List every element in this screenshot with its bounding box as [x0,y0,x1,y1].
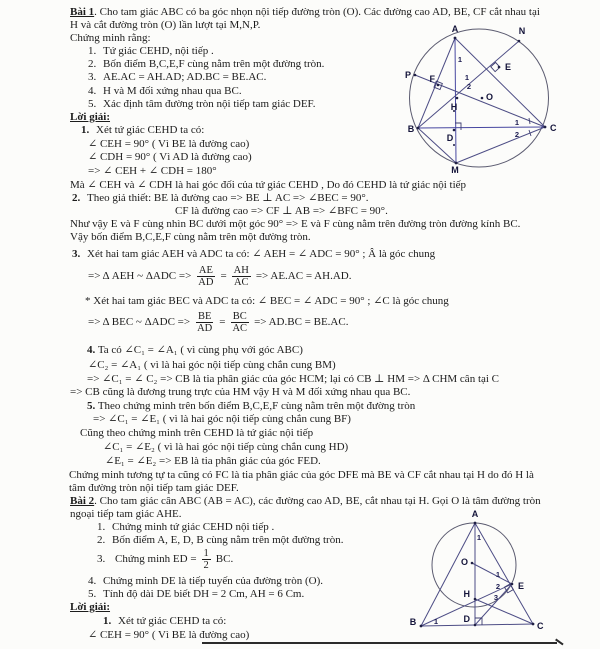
d2-point-B [420,625,423,628]
d1-point-M [455,162,458,165]
b2-item-4 [88,575,323,588]
d1-point-N [518,40,521,43]
d1-point-D [453,129,456,132]
frac2-fraction-b [230,311,249,334]
b2-item-3 [97,546,233,572]
b1-item-1-text: Tứ giác CEHD, nội tiếp . [103,45,214,57]
sol2-step1-text: Xét tứ giác CEHD ta có: [118,615,227,627]
sol2-step1-num: 1. [103,615,112,627]
d1-angle-e2: 2 [466,82,472,91]
b1-item-4 [88,85,242,98]
b1-item-3-num: 3. [88,71,97,83]
b2-intro-a: . Cho tam giác cân ABC (AB = AC), các đường cao AD, BE, cắt nhau tại H. Gọi O là tâm đường tròn [94,495,541,507]
d2-angle-a1: 1 [476,533,482,542]
b2-item-1 [97,521,274,534]
d1-label-M: M [451,165,459,175]
d1-angle-e1: 1 [464,73,470,82]
d1-label-N: N [518,26,526,36]
d1-label-E: E [505,62,512,72]
b2-item-3-pre: Chứng minh ED = [115,553,197,565]
b2-item-3-fraction [202,548,211,571]
d1-label-D: D [446,133,454,143]
d1-angle-c1: 1 [514,118,520,127]
d1-point-C [544,126,547,129]
sol1-s5d: ∠E₁ = ∠E₂ => EB là tia phân giác của góc FED. [105,455,321,467]
d1-angle-c2: 2 [514,130,520,139]
b2-item-1-num: 1. [97,521,106,533]
d1-label-O: O [486,92,494,102]
d1-label-P: P [404,70,411,80]
d2-label-C: C [537,621,544,631]
b1-intro-a: . Cho tam giác ABC có ba góc nhọn nội tiếp đường tròn (O). Các đường cao AD, BE, CF cắt nhau tại [94,6,540,18]
d1-side-AB [418,38,455,128]
frac1-fraction-b [232,265,251,288]
sol1-step5-num: 5. [87,400,96,412]
sol2-heading: Lời giải: [70,601,111,613]
sol1-step1-text: Xét tứ giác CEHD ta có: [96,124,205,136]
b1-title: Bài 1 [70,6,95,18]
sol1-frac-line1 [88,262,351,290]
page-separator-line [202,642,557,644]
d1-point-E [498,66,501,69]
d1-point-P [414,74,417,77]
frac2-fraction-a [195,311,214,334]
sol1-step3 [72,248,435,261]
frac1-den-b: AC [233,276,249,288]
frac1-num-a: AE [198,264,213,276]
b1-item-5-text: Xác định tâm đường tròn nội tiếp tam giác DEF. [103,98,316,110]
sol1-s4a: ∠C₂ = ∠A₁ ( vì là hai góc nội tiếp cùng chắn cung BM) [88,359,336,371]
b2-item-4-text: Chứng minh DE là tiếp tuyến của đường tròn (O). [103,575,323,587]
sol1-step1-num: 1. [81,124,90,136]
d2-label-A: A [471,509,479,519]
d1-label-H: H [450,102,458,112]
b1-item-3-text: AE.AC = AH.AD; AD.BC = BE.AC. [103,71,267,83]
sol1-s4c: => CB cũng là đương trung trực của HM vậy H và M đối xứng nhau qua BC. [70,386,411,398]
bai1-diagram [398,18,570,186]
d1-point-B [417,127,420,130]
d2-angle-e1: 1 [495,570,501,579]
frac2-den-b: AC [232,322,248,334]
b2-item-3-post: BC. [215,553,234,565]
b1-item-4-text: H và M đối xứng nhau qua BC. [103,85,242,97]
d2-circle-O [432,523,516,607]
frac2-pre: => Δ BEC ~ ΔADC => [88,316,191,328]
bai2-diagram [400,505,550,645]
d2-point-O [471,562,474,565]
b2-item-1-text: Chứng minh tứ giác CEHD nội tiếp . [112,521,275,533]
d1-chord-CM [456,127,545,163]
d2-angle-e3: 3 [493,593,499,602]
sol1-step4-num: 4. [87,344,96,356]
d2-angle-e2: 2 [495,582,501,591]
d1-point-O [481,97,484,100]
d2-point-D [474,624,477,627]
b1-item-5 [88,98,316,111]
d1-altitude-AM [455,38,456,163]
d2-point-E [511,583,514,586]
d1-point-A [454,37,457,40]
sol1-s5f: tâm đường tròn nội tiếp tam giác DEF. [69,482,239,494]
b2-intro-line2: ngoại tiếp tam giác AHE. [70,508,182,520]
d2-label-O: O [460,557,468,567]
d2-side-AC [475,523,533,624]
sol1-s1c: => ∠ CEH + ∠ CDH = 180° [88,165,217,177]
d2-label-B: B [409,617,417,627]
d1-angle-a1: 1 [457,55,463,64]
frac1-eq: = [220,270,227,282]
d1-angle-tick-c1 [529,118,530,124]
frac2-post: => AD.BC = BE.AC. [254,316,349,328]
sol1-step3-text: Xét hai tam giác AEH và ADC ta có: ∠ AEH = ∠ ADC = 90° ; Â là góc chung [87,248,436,260]
d2-side-AB [421,523,475,626]
d1-point-F [437,84,440,87]
d2-point-A [474,522,477,525]
sol1-step5 [87,400,415,413]
sol1-step4-text: Ta có ∠C₁ = ∠A₁ ( vì cùng phụ với góc ABC) [97,344,303,356]
b2-item-5-text: Tính độ dài DE biết DH = 2 Cm, AH = 6 Cm. [103,588,305,600]
d2-radius-OE [472,563,512,584]
sol1-step1 [81,124,204,137]
sol1-s5a: => ∠C₁ = ∠E₁ ( vì là hai góc nội tiếp cùng chắn cung BF) [93,413,351,425]
d1-label-C: C [550,123,557,133]
d2-segment-HC [475,599,533,624]
b2-item-5 [88,588,304,601]
sol1-s5e: Chứng minh tương tự ta cũng có FC là tia phân giác của góc DFE mà BE và CF cắt nhau tại H do đó H là [69,469,534,481]
b1-intro-line2: H và cắt đường tròn (O) lần lượt tại M,N,P. [70,19,261,31]
frac2-num-a: BE [197,310,212,322]
b1-item-2-text: Bốn điểm B,C,E,F cùng nằm trên một đường tròn. [103,58,325,70]
sol1-heading: Lời giải: [70,111,111,123]
d1-point-H [456,97,459,100]
frac1-den-a: AD [198,276,214,288]
b2-item-3-num: 3. [97,553,106,565]
d1-label-F: F [429,74,435,84]
b1-item-4-num: 4. [88,85,97,97]
frac2-eq: = [219,316,226,328]
d2-label-E: E [518,581,525,591]
d1-label-A: A [451,24,459,34]
sol1-s1b: ∠ CDH = 90° ( Vì AD là đường cao) [88,151,252,163]
frac1-num-b: AH [233,264,249,276]
d1-label-B: B [407,124,415,134]
b1-item-3 [88,71,266,84]
sol1-s5b: Cũng theo chứng minh trên CEHD là tứ giác nội tiếp [80,427,314,439]
d1-tick-DM [453,144,455,146]
b1-item-2-num: 2. [88,58,97,70]
sol1-s2c: Vậy bốn điểm B,C,E,F cùng nằm trên một đường tròn. [70,231,311,243]
sol1-s5c: ∠C₁ = ∠E₂ ( vì là hai góc nội tiếp cùng chắn cung HD) [103,441,349,453]
b2-title: Bài 2 [70,495,95,507]
sol1-s2a: CF là đường cao => CF ⊥ AB => ∠BFC = 90°. [175,205,388,217]
sol1-step2-text: Theo giả thiết: BE là đường cao => BE ⊥ AC => ∠BEC = 90°. [87,192,369,204]
sol1-step2-num: 2. [72,192,81,204]
b2-item-5-num: 5. [88,588,97,600]
frac1-fraction-a [196,265,215,288]
frac1-pre: => Δ AEH ~ ΔADC => [88,270,192,282]
b2-item-3-frac-num: 1 [203,547,209,559]
d2-label-H: H [463,589,470,599]
sol1-step4 [87,344,303,357]
frac1-post: => AE.AC = AH.AD. [255,270,352,282]
d2-angle-b1: 1 [433,617,439,626]
d2-point-C [532,623,535,626]
b2-item-4-num: 4. [88,575,97,587]
b1-item-2 [88,58,324,71]
b1-cm-rang: Chứng minh rằng: [70,32,151,44]
frac2-den-a: AD [197,322,213,334]
sol1-s1a: ∠ CEH = 90° ( Vì BE là đường cao) [88,138,250,150]
d1-side-BC [418,127,545,128]
b1-item-1 [88,45,214,58]
sol2-step1 [103,615,226,628]
sol1-s1d: Mà ∠ CEH và ∠ CDH là hai góc đối của tứ giác CEHD , Do đó CEHD là tứ giác nội tiếp [70,179,467,191]
sol1-step2 [72,192,369,205]
b1-item-1-num: 1. [88,45,97,57]
sol1-s3b: * Xét hai tam giác BEC và ADC ta có: ∠ BEC = ∠ ADC = 90° ; ∠C là góc chung [85,295,449,307]
frac2-num-b: BC [232,310,247,322]
sol1-s4b: => ∠C₁ = ∠ C₂ => CB là tia phân giác của góc HCM; lại có CB ⊥ HM => Δ CHM cân tại C [87,373,500,385]
b2-item-2-num: 2. [97,534,106,546]
d2-label-D: D [463,614,470,624]
sol2-s1a: ∠ CEH = 90° ( Vì BE là đường cao) [88,629,250,641]
b2-item-3-frac-den: 2 [203,559,209,571]
sol1-step5-text: Theo chứng minh trên bốn điểm B,C,E,F cùng nằm trên một đường tròn [97,400,416,412]
sol1-step3-num: 3. [72,248,81,260]
sol1-s2b: Như vậy E và F cùng nhìn BC dưới một góc 90° => E và F cùng nằm trên đường tròn đường kính BC. [70,218,521,230]
d2-point-H [474,598,477,601]
sol1-frac-line2 [88,308,348,336]
b1-item-5-num: 5. [88,98,97,110]
b2-item-2-text: Bốn điểm A, E, D, B cùng nằm trên một đường tròn. [112,534,344,546]
